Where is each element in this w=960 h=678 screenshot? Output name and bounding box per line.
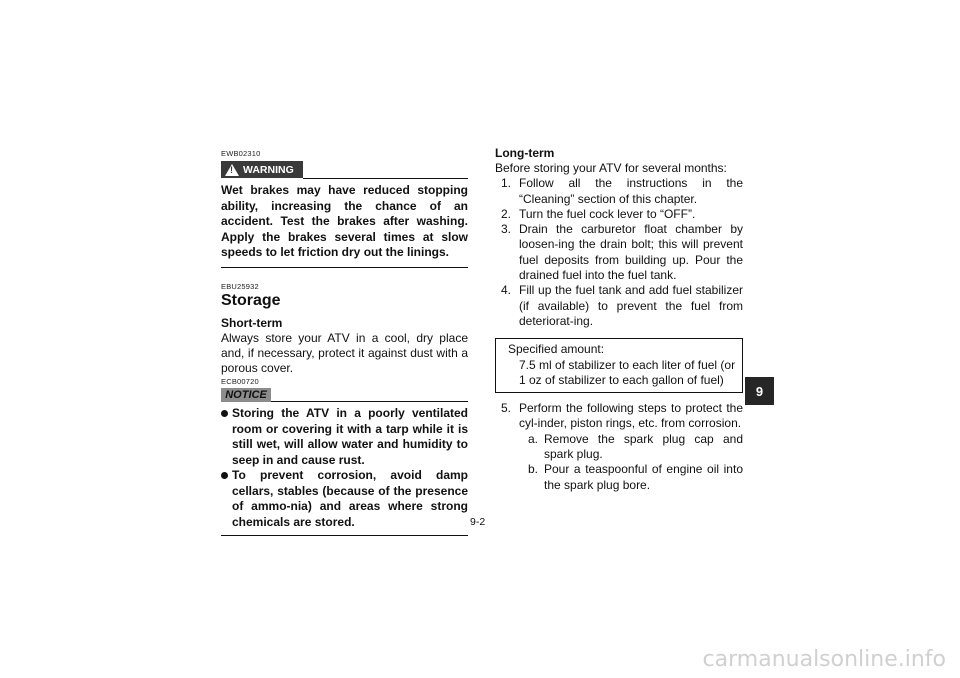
storage-title: Storage	[221, 291, 281, 309]
notice-badge: NOTICE	[221, 388, 271, 402]
list-item: b. Pour a teaspoonful of engine oil into the spark plug bore.	[528, 462, 743, 492]
longterm-intro: Before storing your ATV for several months:	[495, 161, 727, 175]
notice-bottom-rule	[221, 535, 468, 536]
list-item: 1. Follow all the instructions in the “Cleaning” section of this chapter.	[501, 176, 743, 206]
list-item: To prevent corrosion, avoid damp cellars, stables (because of the presence of ammo-nia) and areas where strong chemicals are stored.	[221, 468, 468, 530]
bullet-icon	[221, 472, 228, 479]
chapter-tab: 9	[745, 377, 774, 405]
shortterm-heading: Short-term	[221, 315, 283, 330]
spec-label: Specified amount:	[508, 342, 605, 357]
watermark: carmanualsonline.info	[702, 647, 946, 672]
left-column	[221, 149, 468, 536]
warning-code: EWB02310	[221, 149, 261, 158]
notice-header	[221, 388, 468, 402]
warning-text: Wet brakes may have reduced stopping ability, increasing the chance of an accident. Test the brakes after washing. Apply the brakes several times at slow speeds to let friction dry out the linings.	[221, 183, 468, 259]
page-number: 9-2	[470, 516, 486, 528]
spec-box	[495, 338, 743, 393]
step-five	[495, 401, 743, 493]
notice-rule	[271, 401, 468, 402]
list-item: 4. Fill up the fuel tank and add fuel stabilizer (if available) to prevent the fuel from deteriorat-ing.	[501, 283, 743, 328]
list-item: 3. Drain the carburetor float chamber by loosen-ing the drain bolt; this will prevent fuel deposits from building up. Pour the drained fuel into the fuel tank.	[501, 222, 743, 283]
warning-bottom-rule	[221, 267, 468, 268]
notice-code: ECB00720	[221, 377, 259, 387]
longterm-steps	[495, 176, 743, 329]
warning-label: WARNING	[243, 163, 294, 176]
warning-header	[221, 161, 468, 179]
longterm-heading: Long-term	[495, 146, 555, 160]
warning-triangle-icon	[225, 164, 239, 176]
storage-code: EBU25932	[221, 281, 259, 291]
substeps	[519, 432, 743, 493]
spec-value: 7.5 ml of stabilizer to each liter of fuel (or 1 oz of stabilizer to each gallon of fuel)	[519, 357, 736, 387]
list-item: Storing the ATV in a poorly ventilated room or covering it with a tarp while it is still wet, will allow water and humidity to seep in and cause rust.	[221, 406, 468, 468]
right-column	[495, 146, 743, 493]
shortterm-text: Always store your ATV in a cool, dry place and, if necessary, protect it against dust with a porous cover.	[221, 330, 468, 376]
list-item: 5. Perform the following steps to protect the cyl-inder, piston rings, etc. from corrosion. a. Remove the spark plug cap and spark plug. b. Pour a teaspoonful of engine oil into the spark plug bore.	[501, 401, 743, 492]
warning-rule	[303, 178, 468, 179]
list-item: a. Remove the spark plug cap and spark plug.	[528, 431, 743, 462]
warning-badge	[221, 161, 303, 178]
list-item: 2. Turn the fuel cock lever to “OFF”.	[501, 206, 696, 221]
bullet-icon	[221, 410, 228, 417]
notice-list	[221, 406, 468, 530]
